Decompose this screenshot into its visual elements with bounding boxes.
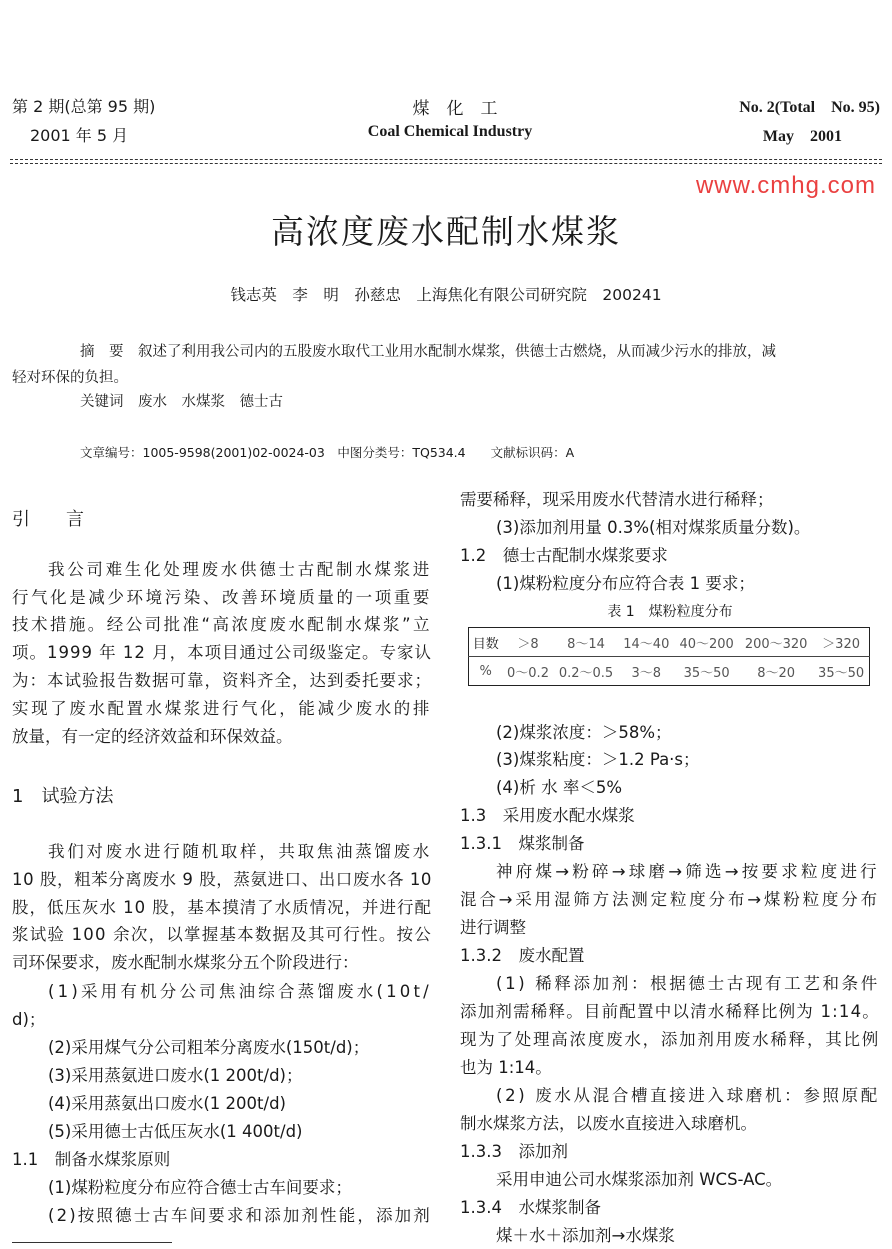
subsection-heading: 1.2 德士古配制水煤浆要求: [460, 546, 668, 565]
header-rule: [10, 163, 882, 164]
text-line: 神府煤→粉碎→球磨→筛选→按要求粒度进行: [496, 862, 880, 881]
subsection-heading: 1.3.3 添加剂: [460, 1142, 568, 1161]
subsection-heading: 1.3 采用废水配水煤浆: [460, 806, 635, 825]
table-cell: 8～14: [554, 628, 619, 657]
list-item: (4)采用蒸氨出口废水(1 200t/d): [48, 1094, 286, 1113]
table-cell: 3～8: [631, 665, 662, 681]
list-item: (3)添加剂用量 0.3%(相对煤浆质量分数)。: [496, 518, 811, 537]
text-line: 司环保要求，废水配制水煤浆分五个阶段进行：: [12, 953, 359, 972]
list-item: (3)煤浆粘度：＞1.2 Pa·s；: [496, 750, 700, 769]
abstract-line: 摘 要 叙述了利用我公司内的五股废水取代工业用水配制水煤浆，供德士古燃烧，从而减少污水的排放，减: [80, 344, 776, 360]
list-item: (5)采用德士古低压灰水(1 400t/d): [48, 1122, 303, 1141]
table-cell: 0～0.2: [507, 665, 549, 681]
table-cell: 8～20: [757, 665, 796, 681]
table-cell: 目数: [469, 628, 503, 657]
footnote-rule: [12, 1242, 172, 1243]
text-line: 实现了废水配置水煤浆进行气化，能减少废水的排: [12, 699, 432, 718]
text-line: 进行调整: [460, 918, 526, 937]
list-item: (1)采用有机分公司焦油综合蒸馏废水(10t/: [48, 982, 432, 1001]
authors: 钱志英 李 明 孙慈忠 上海焦化有限公司研究院 200241: [230, 286, 662, 304]
table-cell: ＞320: [813, 628, 869, 657]
subsection-heading: 1.1 制备水煤浆原则: [12, 1150, 171, 1169]
issue-number-en: No. 2(Total No. 95): [739, 99, 880, 116]
issue-number-cn: 第 2 期(总第 95 期): [12, 97, 156, 116]
section-heading: 1 试验方法: [12, 786, 114, 807]
text-line: 行气化是减少环境污染、改善环境质量的一项重要: [12, 588, 432, 607]
text-line: 采用申迪公司水煤浆添加剂 WCS-AC。: [496, 1170, 783, 1189]
table-cell: 200～320: [739, 628, 813, 657]
text-line: 我们对废水进行随机取样，共取焦油蒸馏废水: [48, 842, 432, 861]
table-header-row: [469, 628, 870, 657]
text-line: 制水煤浆方法，以废水直接进入球磨机。: [460, 1114, 757, 1133]
text-line: 放量，有一定的经济效益和环保效益。: [12, 727, 293, 746]
text-line: (2) 废水从混合槽直接进入球磨机：参照原配: [496, 1086, 880, 1105]
text-line: 煤＋水＋添加剂→水煤浆: [496, 1226, 675, 1245]
table-cell: 0.2～0.5: [558, 665, 614, 681]
text-line: 我公司难生化处理废水供德士古配制水煤浆进: [48, 560, 432, 579]
section-heading: 引 言: [12, 509, 84, 530]
text-line: 添加剂需稀释。目前配置中以清水稀释比例为 1:14。: [460, 1002, 880, 1021]
text-line: 浆试验 100 余次，以掌握基本数据及其可行性。按公: [12, 925, 432, 944]
table-caption: 表 1 煤粉粒度分布: [607, 604, 733, 620]
list-item: (2)采用煤气分公司粗苯分离废水(150t/d)；: [48, 1038, 370, 1057]
text-line: 需要稀释，现采用废水代替清水进行稀释；: [460, 490, 774, 509]
journal-name-cn: 煤 化 工: [412, 99, 498, 119]
text-line: 项。1999 年 12 月，本项目通过公司级鉴定。专家认: [12, 643, 432, 662]
table-cell: 35～50: [683, 665, 730, 681]
list-item: (1)煤粉粒度分布应符合德士古车间要求；: [48, 1178, 352, 1197]
subsection-heading: 1.3.4 水煤浆制备: [460, 1198, 601, 1217]
article-title: 高浓度废水配制水煤浆: [271, 212, 621, 251]
table-row: [469, 657, 870, 686]
list-item: (2)煤浆浓度：＞58%；: [496, 723, 672, 742]
issue-date-cn: 2001 年 5 月: [30, 126, 129, 145]
text-line: 现为了处理高浓度废水，添加剂用废水稀释，其比例: [460, 1030, 880, 1049]
table-cell: ＞8: [502, 628, 553, 657]
table-cell: 14～40: [618, 628, 674, 657]
subsection-heading: 1.3.1 煤浆制备: [460, 834, 585, 853]
keywords: 关键词 废水 水煤浆 德士古: [80, 394, 283, 410]
watermark: www.cmhg.com: [695, 172, 876, 199]
table-cell: 40～200: [674, 628, 739, 657]
text-line: 为：本试验报告数据可靠，资料齐全，达到委托要求；: [12, 671, 432, 690]
header-rule: [10, 159, 882, 160]
text-line: 10 股，粗苯分离废水 9 股，蒸氨进口、出口废水各 10: [12, 870, 432, 889]
article-meta: 文章编号：1005-9598(2001)02-0024-03 中图分类号：TQ534.4 文献标识码：A: [80, 445, 575, 460]
text-line: 也为 1:14。: [460, 1058, 552, 1077]
subsection-heading: 1.3.2 废水配置: [460, 946, 585, 965]
particle-size-table: [468, 627, 870, 686]
list-item: (3)采用蒸氨进口废水(1 200t/d)；: [48, 1066, 303, 1085]
abstract-line: 轻对环保的负担。: [12, 370, 128, 386]
journal-name-en: Coal Chemical Industry: [367, 123, 533, 140]
text-line: 混合→采用湿筛方法测定粒度分布→煤粉粒度分布: [460, 890, 880, 909]
list-item: (2)按照德士古车间要求和添加剂性能，添加剂: [48, 1206, 432, 1225]
table-cell: 35～50: [818, 665, 865, 681]
list-item: d)；: [12, 1010, 46, 1029]
list-item: (1)煤粉粒度分布应符合表 1 要求；: [496, 574, 755, 593]
text-line: (1) 稀释添加剂：根据德士古现有工艺和条件: [496, 974, 880, 993]
text-line: 技术措施。经公司批准“高浓度废水配制水煤浆”立: [12, 615, 432, 634]
list-item: (4)析 水 率＜5%: [496, 778, 623, 797]
table-cell: %: [479, 663, 492, 679]
text-line: 股，低压灰水 10 股，基本摸清了水质情况，并进行配: [12, 898, 432, 917]
issue-date-en: May 2001: [762, 128, 842, 145]
